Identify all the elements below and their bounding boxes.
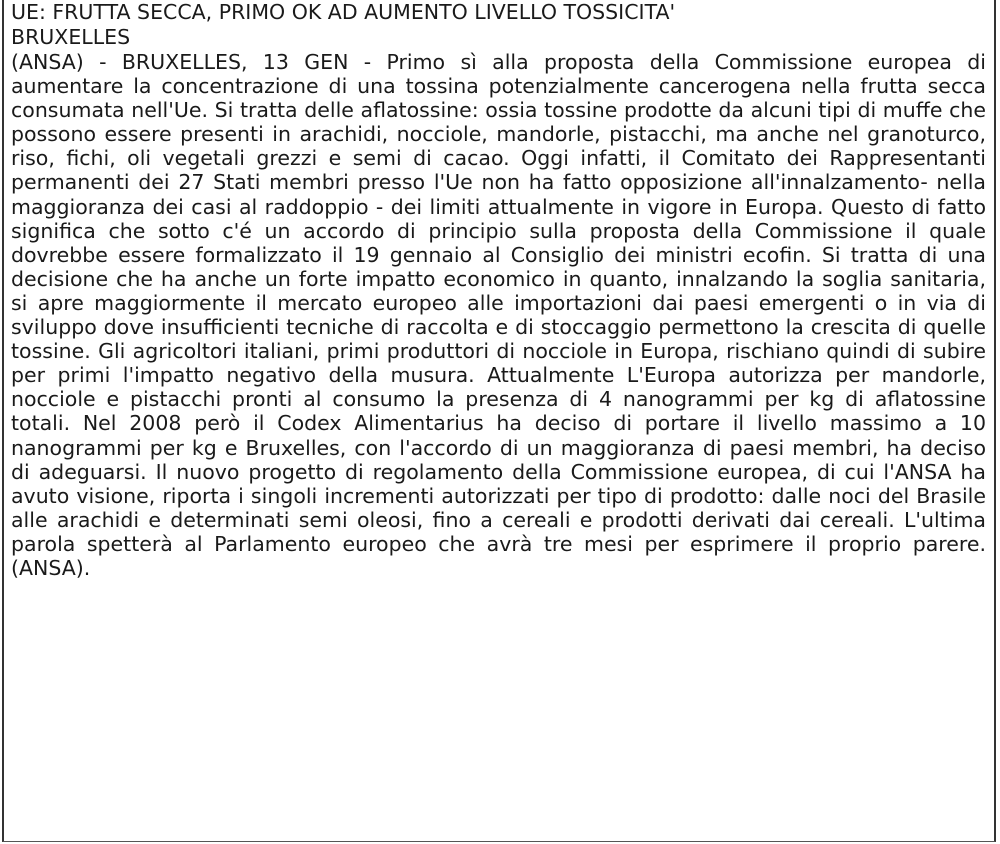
- press-clipping: [2, 0, 996, 842]
- article-body: (ANSA) - BRUXELLES, 13 GEN - Primo sì alla proposta della Commissione europea di aumentare la concentrazione di una tossina potenzialmente cancerogena nella frutta secca consumata nell'Ue. Si tratta delle aflatossine: ossia tossine prodotte da alcuni tipi di muffe che possono essere presenti in arachidi, nocciole, mandorle, pistacchi, ma anche nel granoturco, riso, fichi, oli vegetali grezzi e semi di cacao. Oggi infatti, il Comitato dei Rappresentanti permanenti dei 27 Stati membri presso l'Ue non ha fatto opposizione all'innalzamento- nella maggioranza dei casi al raddoppio - dei limiti attualmente in vigore in Europa. Questo di fatto significa che sotto c'é un accordo di principio sulla proposta della Commissione il quale dovrebbe essere formalizzato il 19 gennaio al Consiglio dei ministri ecofin. Si tratta di una decisione che ha anche un forte impatto economico in quanto, innalzando la soglia sanitaria, si apre maggiormente il mercato europeo alle importazioni dai paesi emergenti o in via di sviluppo dove insufficienti tecniche di raccolta e di stoccaggio permettono la crescita di quelle tossine. Gli agricoltori italiani, primi produttori di nocciole in Europa, rischiano quindi di subire per primi l'impatto negativo della musura. Attualmente L'Europa autorizza per mandorle, nocciole e pistacchi pronti al consumo la presenza di 4 nanogrammi per kg di aflatossine totali. Nel 2008 però il Codex Alimentarius ha deciso di portare il livello massimo a 10 nanogrammi per kg e Bruxelles, con l'accordo di un maggioranza di paesi membri, ha deciso di adeguarsi. Il nuovo progetto di regolamento della Commissione europea, di cui l'ANSA ha avuto visione, riporta i singoli incrementi autorizzati per tipo di prodotto: dalle noci del Brasile alle arachidi e determinati semi oleosi, fino a cereali e prodotti derivati dai cereali. L'ultima parola spetterà al Parlamento europeo che avrà tre mesi per esprimere il proprio parere. (ANSA).: [11, 50, 986, 580]
- article-headline: UE: FRUTTA SECCA, PRIMO OK AD AUMENTO LIVELLO TOSSICITA': [11, 0, 676, 24]
- article-dateline: BRUXELLES: [11, 25, 131, 49]
- article: [11, 0, 986, 580]
